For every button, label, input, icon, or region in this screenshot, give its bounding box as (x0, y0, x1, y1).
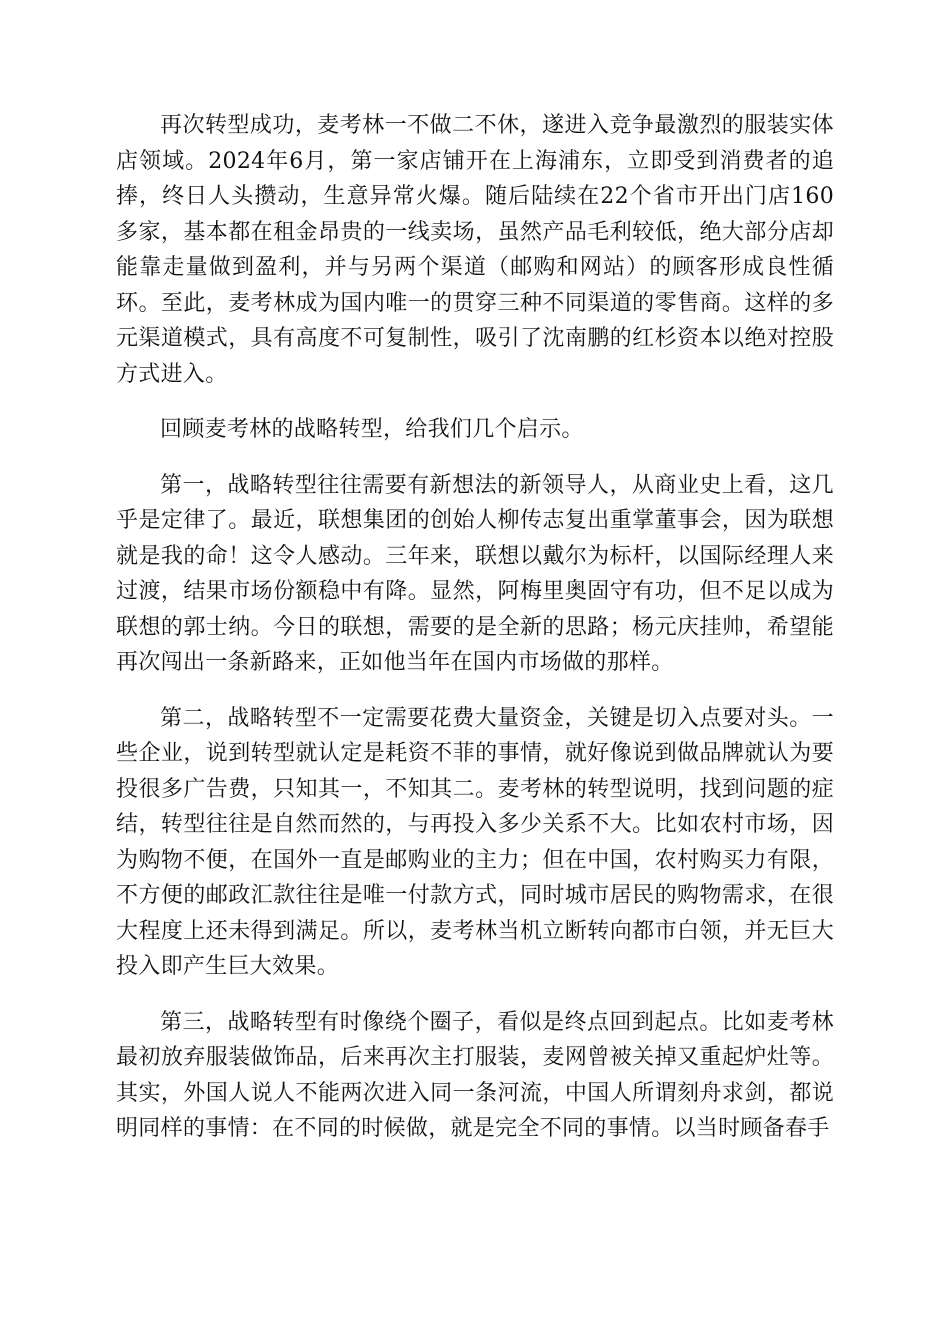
paragraph-review-intro: 回顾麦考林的战略转型，给我们几个启示。 (160, 417, 584, 442)
paragraph-lesson-three: 第三，战略转型有时像绕个圈子，看似是终点回到起点。比如麦考林最初放弃服装做饰品，后来再次主打服装，麦网曾被关掉又重起炉灶等。其实，外国人说人不能两次进入同一条河流，中国人所谓刻舟求剑，都说明同样的事情：在不同的时候做，就是完全不同的事情。以当时顾备春手 (116, 1009, 834, 1141)
article-body (116, 108, 834, 1167)
paragraph-lesson-one: 第一，战略转型往往需要有新想法的新领导人，从商业史上看，这几乎是定律了。最近，联想集团的创始人柳传志复出重掌董事会，因为联想就是我的命！这令人感动。三年来，联想以戴尔为标杆，以国际经理人来过渡，结果市场份额稳中有降。显然，阿梅里奥固守有功，但不足以成为联想的郭士纳。今日的联想，需要的是全新的思路；杨元庆挂帅，希望能再次闯出一条新路来，正如他当年在国内市场做的那样。 (116, 472, 834, 675)
paragraph-transformation-success: 再次转型成功，麦考林一不做二不休，遂进入竞争最激烈的服装实体店领域。2024年6月，第一家店铺开在上海浦东，立即受到消费者的追捧，终日人头攒动，生意异常火爆。随后陆续在22个省市开出门店160多家，基本都在租金昂贵的一线卖场，虽然产品毛利较低，绝大部分店却能靠走量做到盈利，并与另两个渠道（邮购和网站）的顾客形成良性循环。至此，麦考林成为国内唯一的贯穿三种不同渠道的零售商。这样的多元渠道模式，具有高度不可复制性，吸引了沈南鹏的红杉资本以绝对控股方式进入。 (116, 113, 834, 387)
paragraph-lesson-two: 第二，战略转型不一定需要花费大量资金，关键是切入点要对头。一些企业，说到转型就认定是耗资不菲的事情，就好像说到做品牌就认为要投很多广告费，只知其一，不知其二。麦考林的转型说明，找到问题的症结，转型往往是自然而然的，与再投入多少关系不大。比如农村市场，因为购物不便，在国外一直是邮购业的主力；但在中国，农村购买力有限，不方便的邮政汇款往往是唯一付款方式，同时城市居民的购物需求，在很大程度上还未得到满足。所以，麦考林当机立断转向都市白领，并无巨大投入即产生巨大效果。 (116, 705, 834, 979)
